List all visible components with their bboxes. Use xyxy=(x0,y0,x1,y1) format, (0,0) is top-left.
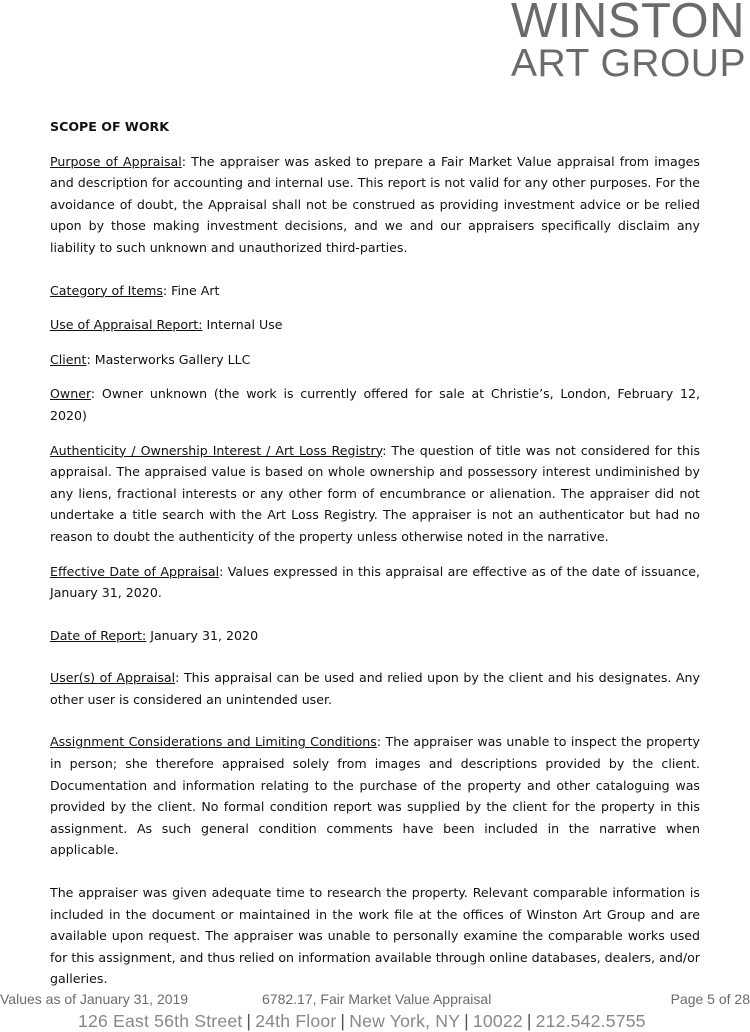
footer-page-number: Page 5 of 28 xyxy=(670,991,750,1007)
effective-date-paragraph xyxy=(50,561,700,604)
assignment-paragraph xyxy=(50,731,700,861)
authenticity-text: : The question of title was not considered for this appraisal. The appraised value is based on whole ownership and possessory interest undiminished by any liens, fractional interests or any other form of encumbrance or alienation. The appraiser did not undertake a title search with the Art Loss Registry. The appraiser is not an authenticator but had no reason to doubt the authenticity of the property unless otherwise noted in the narrative. xyxy=(50,442,700,544)
purpose-label: Purpose of Appraisal xyxy=(50,153,182,169)
footer-values-as-of: Values as of January 31, 2019 xyxy=(0,991,189,1007)
use-text: Internal Use xyxy=(202,317,283,333)
category-paragraph xyxy=(50,280,700,302)
address-zip: 10022 xyxy=(472,1011,523,1031)
address-city: New York, NY xyxy=(349,1011,461,1031)
company-logo xyxy=(511,0,746,83)
use-paragraph xyxy=(50,314,700,336)
client-text: : Masterworks Gallery LLC xyxy=(86,351,251,367)
address-separator: | xyxy=(246,1011,252,1031)
address-separator: | xyxy=(526,1011,532,1031)
authenticity-label: Authenticity / Ownership Interest / Art Loss Registry xyxy=(50,442,383,458)
category-label: Category of Items xyxy=(50,282,163,298)
footer-address xyxy=(78,1011,646,1032)
address-separator: | xyxy=(340,1011,346,1031)
logo-line-2: ART GROUP xyxy=(511,42,746,85)
report-date-text: January 31, 2020 xyxy=(146,627,259,643)
effective-date-text: : Values expressed in this appraisal are effective as of the date of issuance, January 31, 2020. xyxy=(50,563,700,601)
authenticity-paragraph xyxy=(50,440,700,548)
category-text: : Fine Art xyxy=(162,282,220,298)
closing-paragraph: The appraiser was given adequate time to research the property. Relevant comparable information is included in the document or maintained in the work file at the offices of Winston Art Group and are available upon request. The appraiser was unable to personally examine the comparable works used for this assignment, and thus relied on information available through online databases, dealers, and/or galleries. xyxy=(50,885,700,987)
logo-line-1: WINSTON xyxy=(511,0,746,48)
footer-report-id: 6782.17, Fair Market Value Appraisal xyxy=(262,991,492,1007)
client-paragraph xyxy=(50,349,700,371)
owner-label: Owner xyxy=(50,386,91,402)
owner-text: : Owner unknown (the work is currently offered for sale at Christie’s, London, February 12, 2020) xyxy=(50,386,700,423)
document-body xyxy=(50,116,700,1003)
address-floor: 24th Floor xyxy=(255,1011,337,1031)
section-heading: SCOPE OF WORK xyxy=(50,119,169,134)
use-label: Use of Appraisal Report: xyxy=(50,317,203,333)
report-date-paragraph xyxy=(50,625,700,647)
footer-meta xyxy=(0,991,750,1009)
client-label: Client xyxy=(50,351,87,367)
address-separator: | xyxy=(464,1011,469,1031)
effective-date-label: Effective Date of Appraisal xyxy=(50,563,220,579)
report-date-label: Date of Report: xyxy=(50,627,147,643)
users-label: User(s) of Appraisal xyxy=(50,670,176,686)
assignment-label: Assignment Considerations and Limiting Conditions xyxy=(50,734,377,750)
users-text: : This appraisal can be used and relied upon by the client and his designates. Any other user is considered an unintended user. xyxy=(50,670,700,707)
address-street: 126 East 56th Street xyxy=(78,1011,243,1031)
purpose-text: : The appraiser was asked to prepare a Fair Market Value appraisal from images and description for accounting and internal use. This report is not valid for any other purposes. For the avoidance of doubt, the Appraisal shall not be construed as providing investment advice or be relied upon by those making investment decisions, and we and our appraisers specifically disclaim any liability to such unknown and unauthorized third-parties. xyxy=(50,153,700,255)
assignment-text: : The appraiser was unable to inspect the property in person; she therefore appraised solely from images and descriptions provided by the client. Documentation and information relating to the purchase of the property and other cataloguing was provided by the client. No formal condition report was supplied by the client for the property in this assignment. As such general condition comments have been included in the narrative when applicable. xyxy=(50,734,700,858)
owner-paragraph xyxy=(50,383,700,426)
purpose-paragraph xyxy=(50,151,700,259)
users-paragraph xyxy=(50,667,700,710)
address-phone: 212.542.5755 xyxy=(535,1011,646,1031)
